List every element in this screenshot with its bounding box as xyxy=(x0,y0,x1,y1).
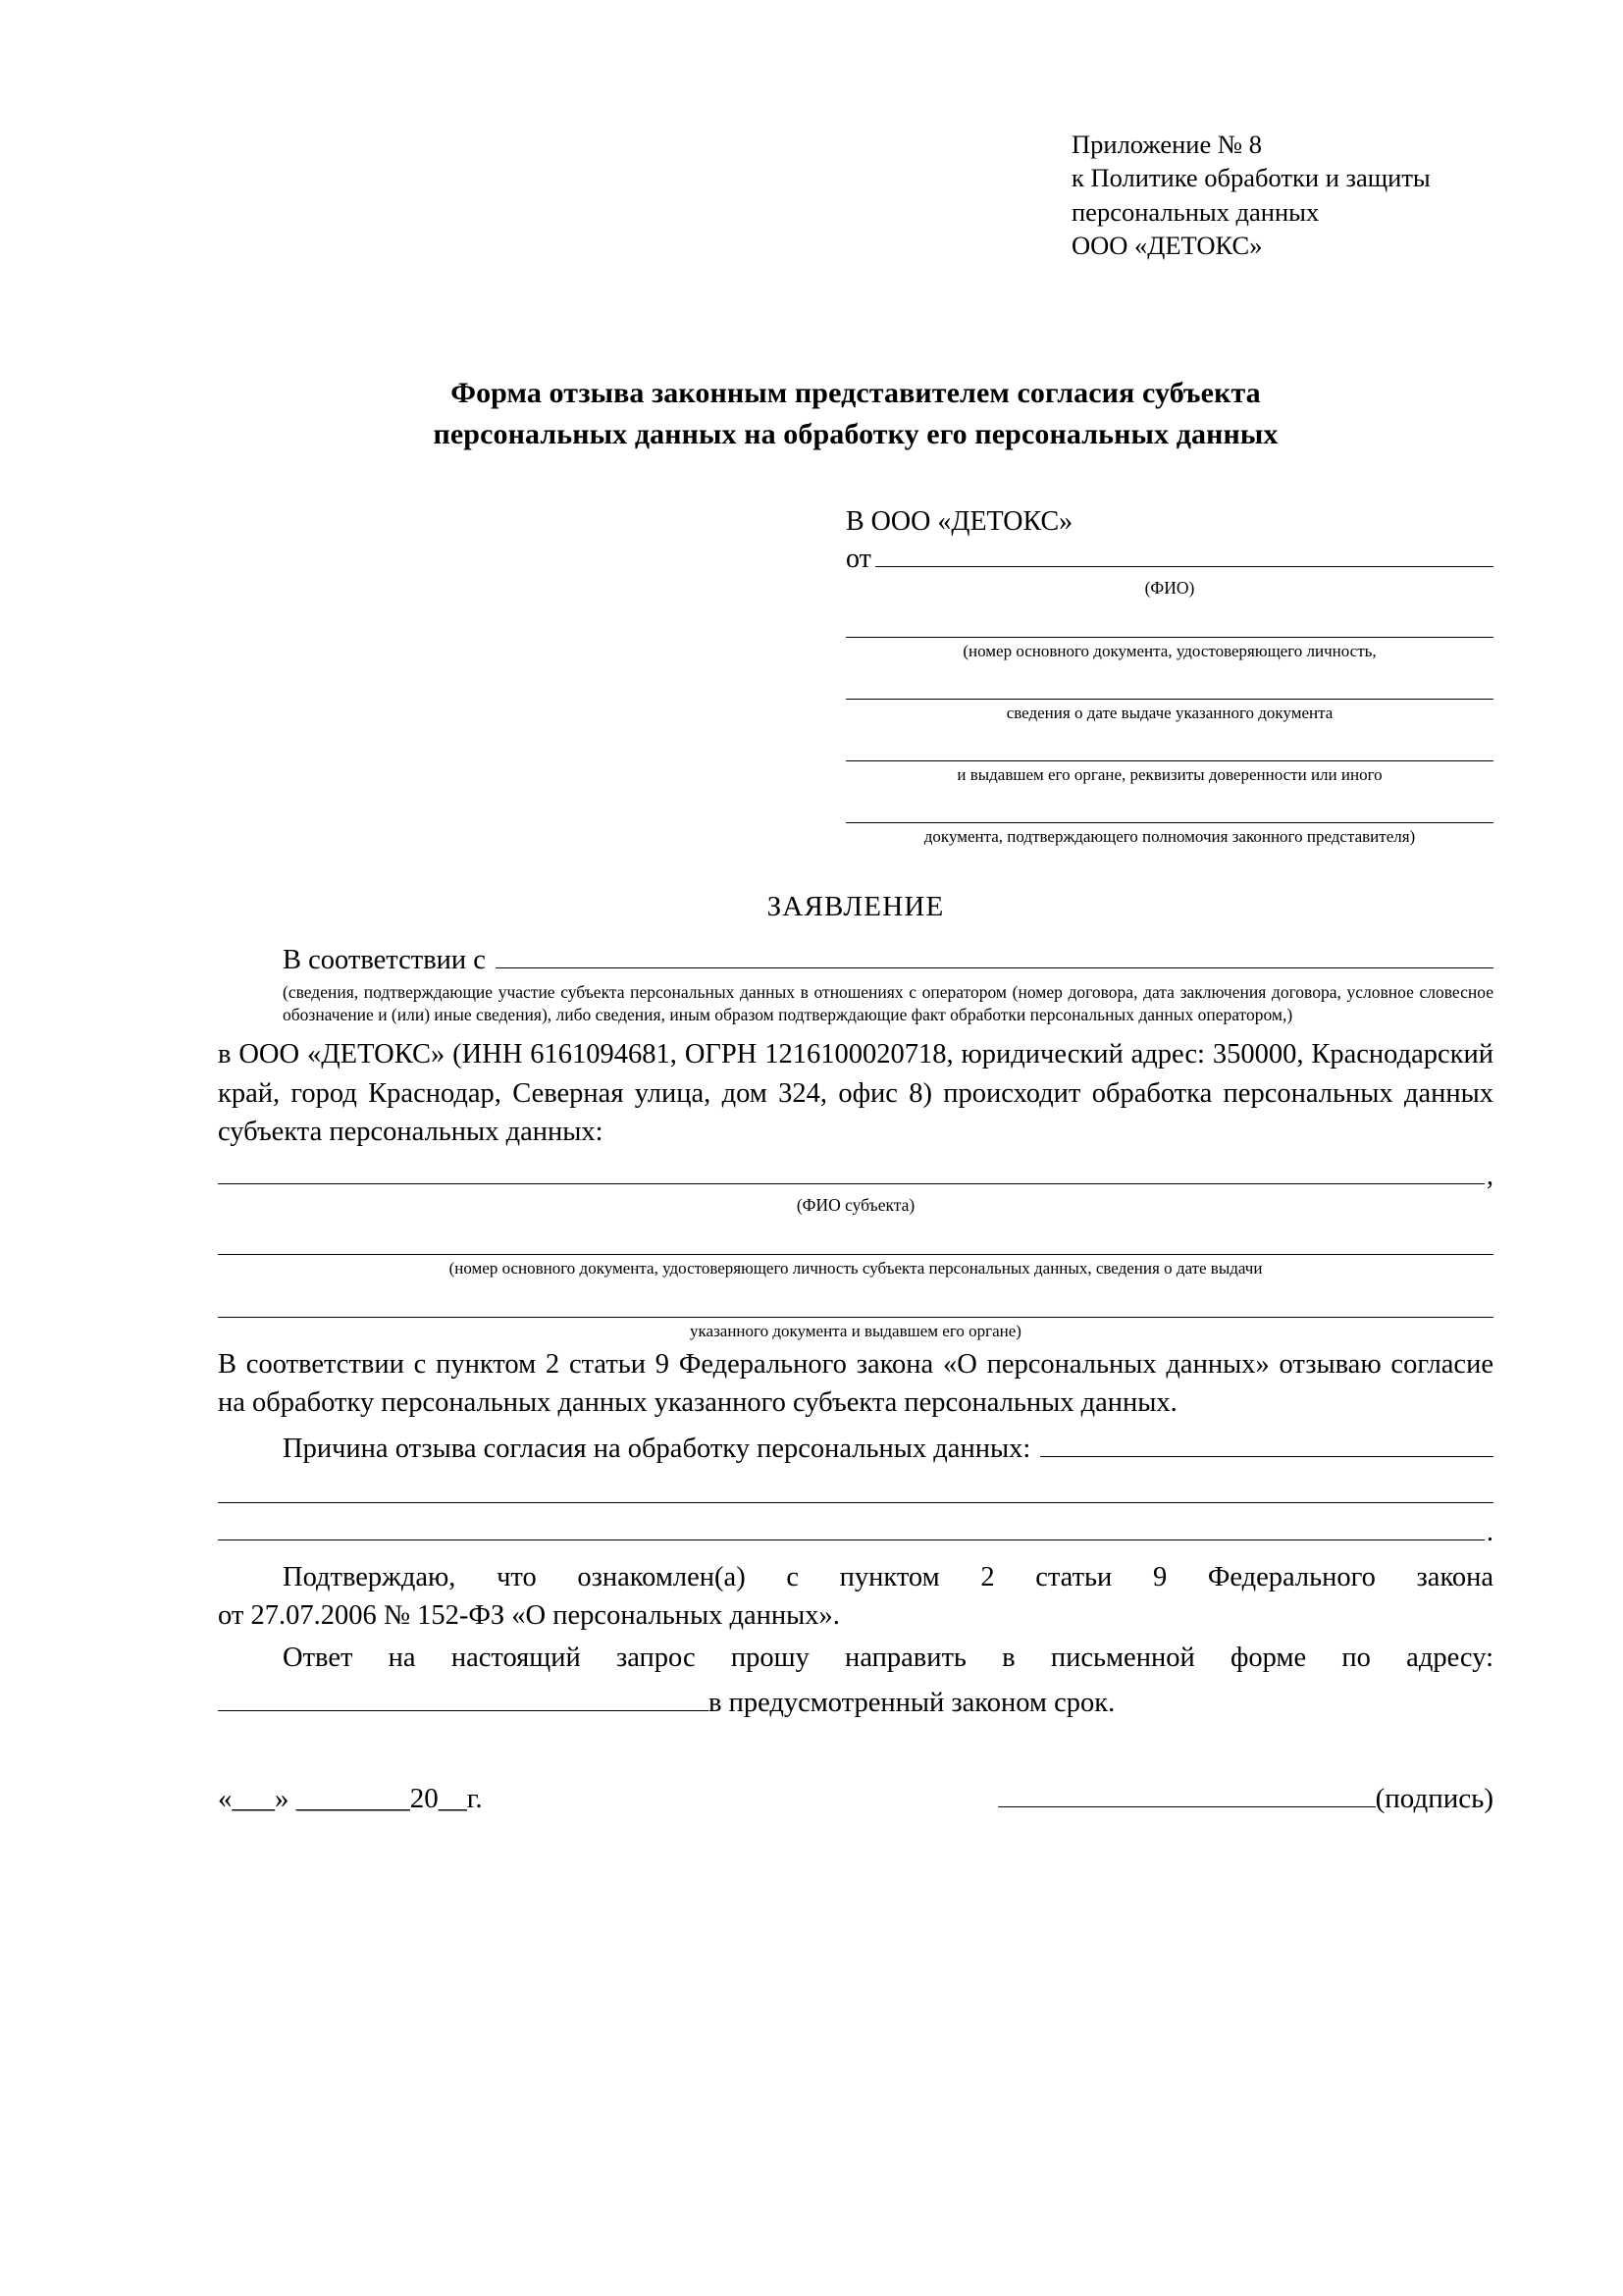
signature-field[interactable] xyxy=(998,1783,1493,1815)
doc-date-input-line[interactable] xyxy=(846,679,1493,700)
doc-organ-input-line[interactable] xyxy=(846,741,1493,761)
answer-paragraph xyxy=(218,1639,1493,1677)
organization-paragraph: в ООО «ДЕТОКС» (ИНН 6161094681, ОГРН 1216100020718, юридический адрес: 350000, Краснодарский край, город Краснодар, Северная улица, дом 324, офис 8) происходит обработка персональных данных субъекта персональных данных: xyxy=(218,1039,1493,1148)
appendix-line-3: персональных данных xyxy=(1072,196,1320,227)
caption-doc-authority: документа, подтверждающего полномочия законного представителя) xyxy=(923,827,1416,847)
doc-authority-input-line[interactable] xyxy=(846,803,1493,823)
caption-doc-organ: и выдавшем его органе, реквизиты доверенности или иного xyxy=(957,765,1383,785)
caption-subject-doc-1: (номер основного документа, удостоверяющего личность субъекта персональных данных, сведения о дате выдачи xyxy=(448,1259,1263,1278)
recall-paragraph: В соответствии с пунктом 2 статьи 9 Федерального закона «О персональных данных» отзываю согласие на обработку персональных данных указанного субъекта персональных данных. xyxy=(218,1348,1493,1419)
from-field-row xyxy=(846,544,1493,575)
reason-row xyxy=(218,1430,1493,1468)
statement-heading: ЗАЯВЛЕНИЕ xyxy=(766,890,945,922)
appendix-header xyxy=(1072,128,1493,263)
appendix-line-2: к Политике обработки и защиты xyxy=(1072,163,1431,193)
note-participation: (сведения, подтверждающие участие субъекта персональных данных в отношениях с оператором (номер договора, дата заключения договора, условное словесное обозначение и (или) иные сведения), либо сведения, иным образом подтверждающие факт обработки персональных данных оператором,) xyxy=(283,981,1493,1024)
reason-input-line-1[interactable] xyxy=(1040,1437,1493,1457)
from-fio-input-line[interactable] xyxy=(875,548,1493,567)
subject-fio-row xyxy=(218,1161,1493,1192)
in-accordance-label: В соответствии с xyxy=(283,944,486,975)
addressee-block xyxy=(846,506,1493,848)
caption-fio: (ФИО) xyxy=(1144,577,1195,598)
in-accordance-row xyxy=(218,941,1493,979)
signature-row xyxy=(218,1783,1493,1815)
in-accordance-input-line[interactable] xyxy=(496,949,1493,968)
answer-address-input-line[interactable] xyxy=(218,1692,708,1711)
page-title xyxy=(218,373,1493,455)
confirm-paragraph-line-1: Подтверждаю, что ознакомлен(а) с пунктом 2 статьи 9 Федерального закона xyxy=(283,1561,1493,1592)
subject-doc-input-line-1[interactable] xyxy=(218,1234,1493,1255)
caption-doc-number: (номер основного документа, удостоверяющего личность, xyxy=(963,641,1377,660)
answer-address-row xyxy=(218,1684,1493,1722)
caption-subject-fio: (ФИО субъекта) xyxy=(796,1195,916,1216)
answer-address-tail: в предусмотренный законом срок. xyxy=(708,1687,1116,1718)
appendix-line-1: Приложение № 8 xyxy=(1072,130,1263,159)
from-label: от xyxy=(846,543,871,574)
caption-doc-date: сведения о дате выдаче указанного документа xyxy=(1006,703,1334,722)
subject-fio-comma: , xyxy=(1487,1161,1493,1192)
reason-input-line-3[interactable] xyxy=(218,1521,1485,1540)
doc-number-input-line[interactable] xyxy=(846,617,1493,638)
confirm-paragraph-line-2: от 27.07.2006 № 152-ФЗ «О персональных данных». xyxy=(218,1600,840,1632)
reason-period: . xyxy=(1487,1516,1493,1547)
reason-input-line-2[interactable] xyxy=(218,1483,1493,1503)
signature-input-line[interactable] xyxy=(998,1787,1376,1807)
reason-label: Причина отзыва согласия на обработку персональных данных: xyxy=(283,1434,1031,1465)
subject-fio-input-line[interactable] xyxy=(218,1165,1485,1184)
appendix-line-4: ООО «ДЕТОКС» xyxy=(1072,231,1263,261)
page-title-line-1: Форма отзыва законным представителем согласия субъекта xyxy=(450,376,1261,409)
caption-signature: (подпись) xyxy=(1375,1783,1493,1815)
answer-paragraph-line: Ответ на настоящий запрос прошу направить в письменной форме по адресу: xyxy=(283,1643,1493,1674)
page-title-line-2: персональных данных на обработку его персональных данных xyxy=(433,417,1279,450)
subject-doc-input-line-2[interactable] xyxy=(218,1297,1493,1318)
addressee-organization: В ООО «ДЕТОКС» xyxy=(846,505,1073,537)
document-content xyxy=(218,128,1493,1815)
date-field[interactable]: «___» ________20__г. xyxy=(218,1783,483,1815)
confirm-paragraph xyxy=(218,1558,1493,1636)
caption-subject-doc-2: указанного документа и выдавшем его органе) xyxy=(690,1321,1021,1340)
reason-row-3 xyxy=(218,1517,1493,1548)
